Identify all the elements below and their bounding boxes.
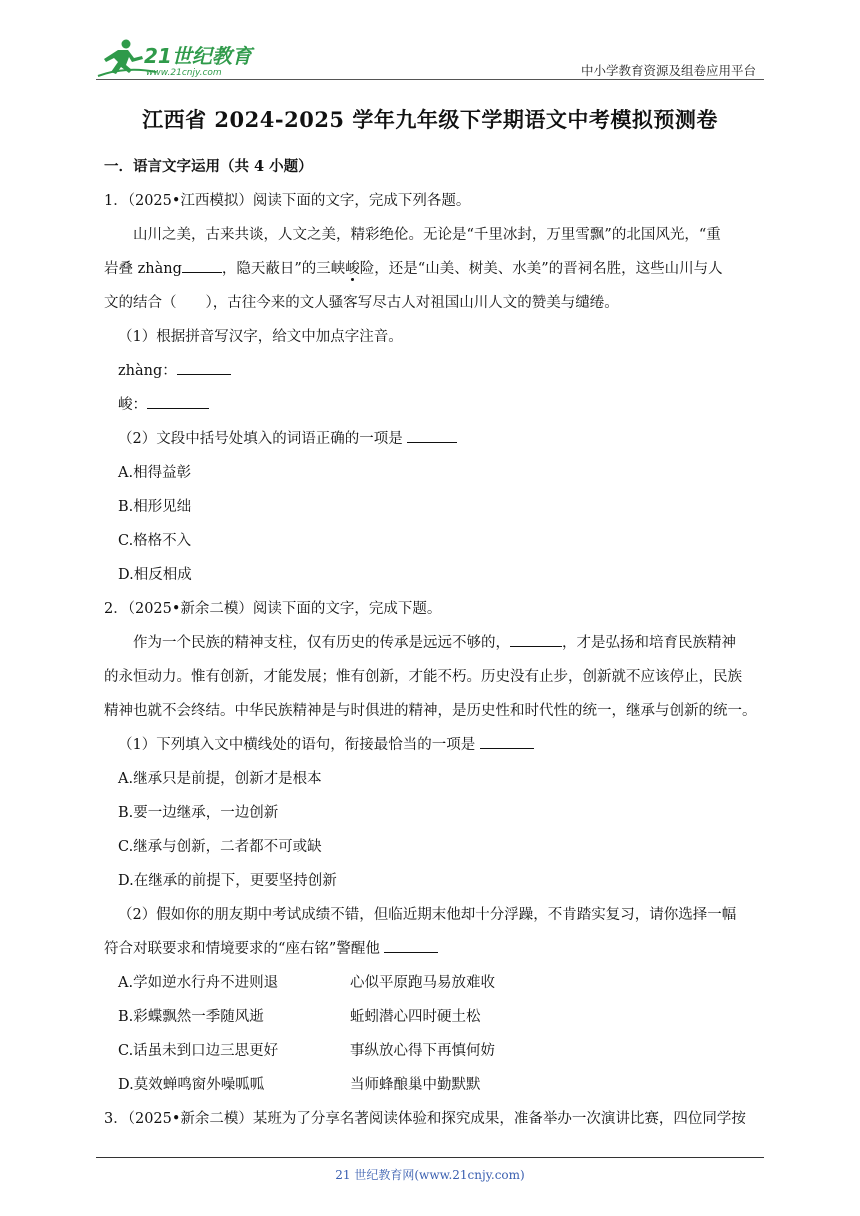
dotted-char: 峻 xyxy=(345,261,360,277)
page-header xyxy=(0,0,860,84)
couplet-b-first: B.彩蝶飘然一季随风逝 xyxy=(118,1009,264,1025)
header-platform-text: 中小学教育资源及组卷应用平台 xyxy=(580,63,756,78)
q1-p2-text-b: ，隐天蔽日”的三峡 xyxy=(221,261,346,277)
couplet-option-a xyxy=(104,966,764,1000)
couplet-a-second: 心似平原跑马易放难收 xyxy=(350,975,495,991)
section-heading: 一．语言文字运用（共 4 小题） xyxy=(104,158,313,175)
couplet-b-second: 蚯蚓潜心四时硬土松 xyxy=(350,1009,481,1025)
q2-sub2-blank xyxy=(384,940,438,953)
couplet-option-b xyxy=(104,1000,764,1034)
q2-option-c: C.继承与创新，二者都不可或缺 xyxy=(118,839,322,855)
q2-option-a: A.继承只是前提，创新才是根本 xyxy=(118,771,322,787)
logo-main-text: 21世纪教育 xyxy=(144,44,252,68)
page-title: 江西省 2024-2025 学年九年级下学期语文中考模拟预测卷 xyxy=(142,107,718,132)
couplet-d-second: 当师蜂酿巢中勤默默 xyxy=(350,1077,481,1093)
q1-sub2-text: （2）文段中括号处填入的词语正确的一项是 xyxy=(118,431,403,447)
footer-divider xyxy=(96,1157,764,1158)
q2-sub2-line-2 xyxy=(104,932,764,966)
question-1-stem: 1．（2025•江西模拟）阅读下面的文字，完成下列各题。 xyxy=(104,193,471,209)
q1-sub2-blank xyxy=(407,430,457,443)
q1-option-b: B.相形见绌 xyxy=(118,499,192,515)
q1-passage-line-1: 山川之美，古来共谈，人文之美，精彩绝伦。无论是“千里冰封，万里雪飘”的北国风光，“重 xyxy=(133,227,721,243)
q2-sub1-blank xyxy=(480,736,534,749)
q1-p2-text-d: 险，还是“山美、树美、水美”的晋祠名胜，这些山川与人 xyxy=(359,261,723,277)
q2-sub2-line-1: （2）假如你的朋友期中考试成绩不错，但临近期末他却十分浮躁，不肯踏实复习，请你选择一幅 xyxy=(118,907,737,923)
couplet-a-first: A.学如逆水行舟不进则退 xyxy=(118,975,279,991)
q2-sub1 xyxy=(104,728,764,762)
q2-p1-text-a: 作为一个民族的精神支柱，仅有历史的传承是远远不够的， xyxy=(133,635,510,651)
q2-sub2-text: 符合对联要求和情境要求的“座右铭”警醒他 xyxy=(104,941,380,957)
question-3-stem: 3．（2025•新余二模）某班为了分享名著阅读体验和探究成果，准备举办一次演讲比赛，四位同学按 xyxy=(104,1111,746,1127)
header-divider xyxy=(96,79,764,80)
brand-logo xyxy=(96,36,266,80)
q1-option-d: D.相反相成 xyxy=(118,567,192,583)
couplet-c-second: 事纵放心得下再慎何妨 xyxy=(350,1043,495,1059)
q1-p2-text-a: 岩叠 zhàng xyxy=(104,261,182,277)
couplet-option-c xyxy=(104,1034,764,1068)
q2-p1-text-b: ，才是弘扬和培育民族精神 xyxy=(562,635,736,651)
question-2-stem: 2．（2025•新余二模）阅读下面的文字，完成下题。 xyxy=(104,601,442,617)
q1-answer-zhang xyxy=(104,354,764,388)
q2-passage-line-2: 的永恒动力。惟有创新，才能发展；惟有创新，才能不朽。历史没有止步，创新就不应该停止，民族 xyxy=(104,669,742,685)
couplet-c-first: C.话虽未到口边三思更好 xyxy=(118,1043,279,1059)
q2-option-d: D.在继承的前提下，更要坚持创新 xyxy=(118,873,337,889)
answer-label-zhang: zhàng： xyxy=(118,363,177,379)
q2-sub1-text: （1）下列填入文中横线处的语句，衔接最恰当的一项是 xyxy=(118,737,476,753)
q2-passage-line-1 xyxy=(104,626,764,660)
q2-option-b: B.要一边继承，一边创新 xyxy=(118,805,279,821)
q1-sub1: （1）根据拼音写汉字，给文中加点字注音。 xyxy=(118,329,403,345)
q2-passage-blank xyxy=(510,634,562,647)
pinyin-blank xyxy=(182,260,222,273)
answer-blank-jun xyxy=(147,396,209,409)
q1-sub2 xyxy=(104,422,764,456)
answer-blank-zhang xyxy=(177,362,231,375)
q1-answer-jun xyxy=(104,388,764,422)
logo-url-text: www.21cnjy.com xyxy=(146,68,222,78)
exam-content xyxy=(104,150,764,1136)
footer-text[interactable]: 21 世纪教育网(www.21cnjy.com) xyxy=(335,1168,525,1182)
couplet-option-d xyxy=(104,1068,764,1102)
answer-label-jun: 峻： xyxy=(118,397,147,413)
q1-option-c: C.格格不入 xyxy=(118,533,192,549)
q1-option-a: A.相得益彰 xyxy=(118,465,192,481)
q1-passage-line-2 xyxy=(104,252,764,286)
couplet-d-first: D.莫效蝉鸣窗外噪呱呱 xyxy=(118,1077,265,1093)
q2-passage-line-3: 精神也就不会终结。中华民族精神是与时俱进的精神，是历史性和时代性的统一，继承与创新的统一。 xyxy=(104,703,757,719)
q1-passage-line-3: 文的结合（ ），古往今来的文人骚客写尽古人对祖国山川人文的赞美与缱绻。 xyxy=(104,295,619,311)
